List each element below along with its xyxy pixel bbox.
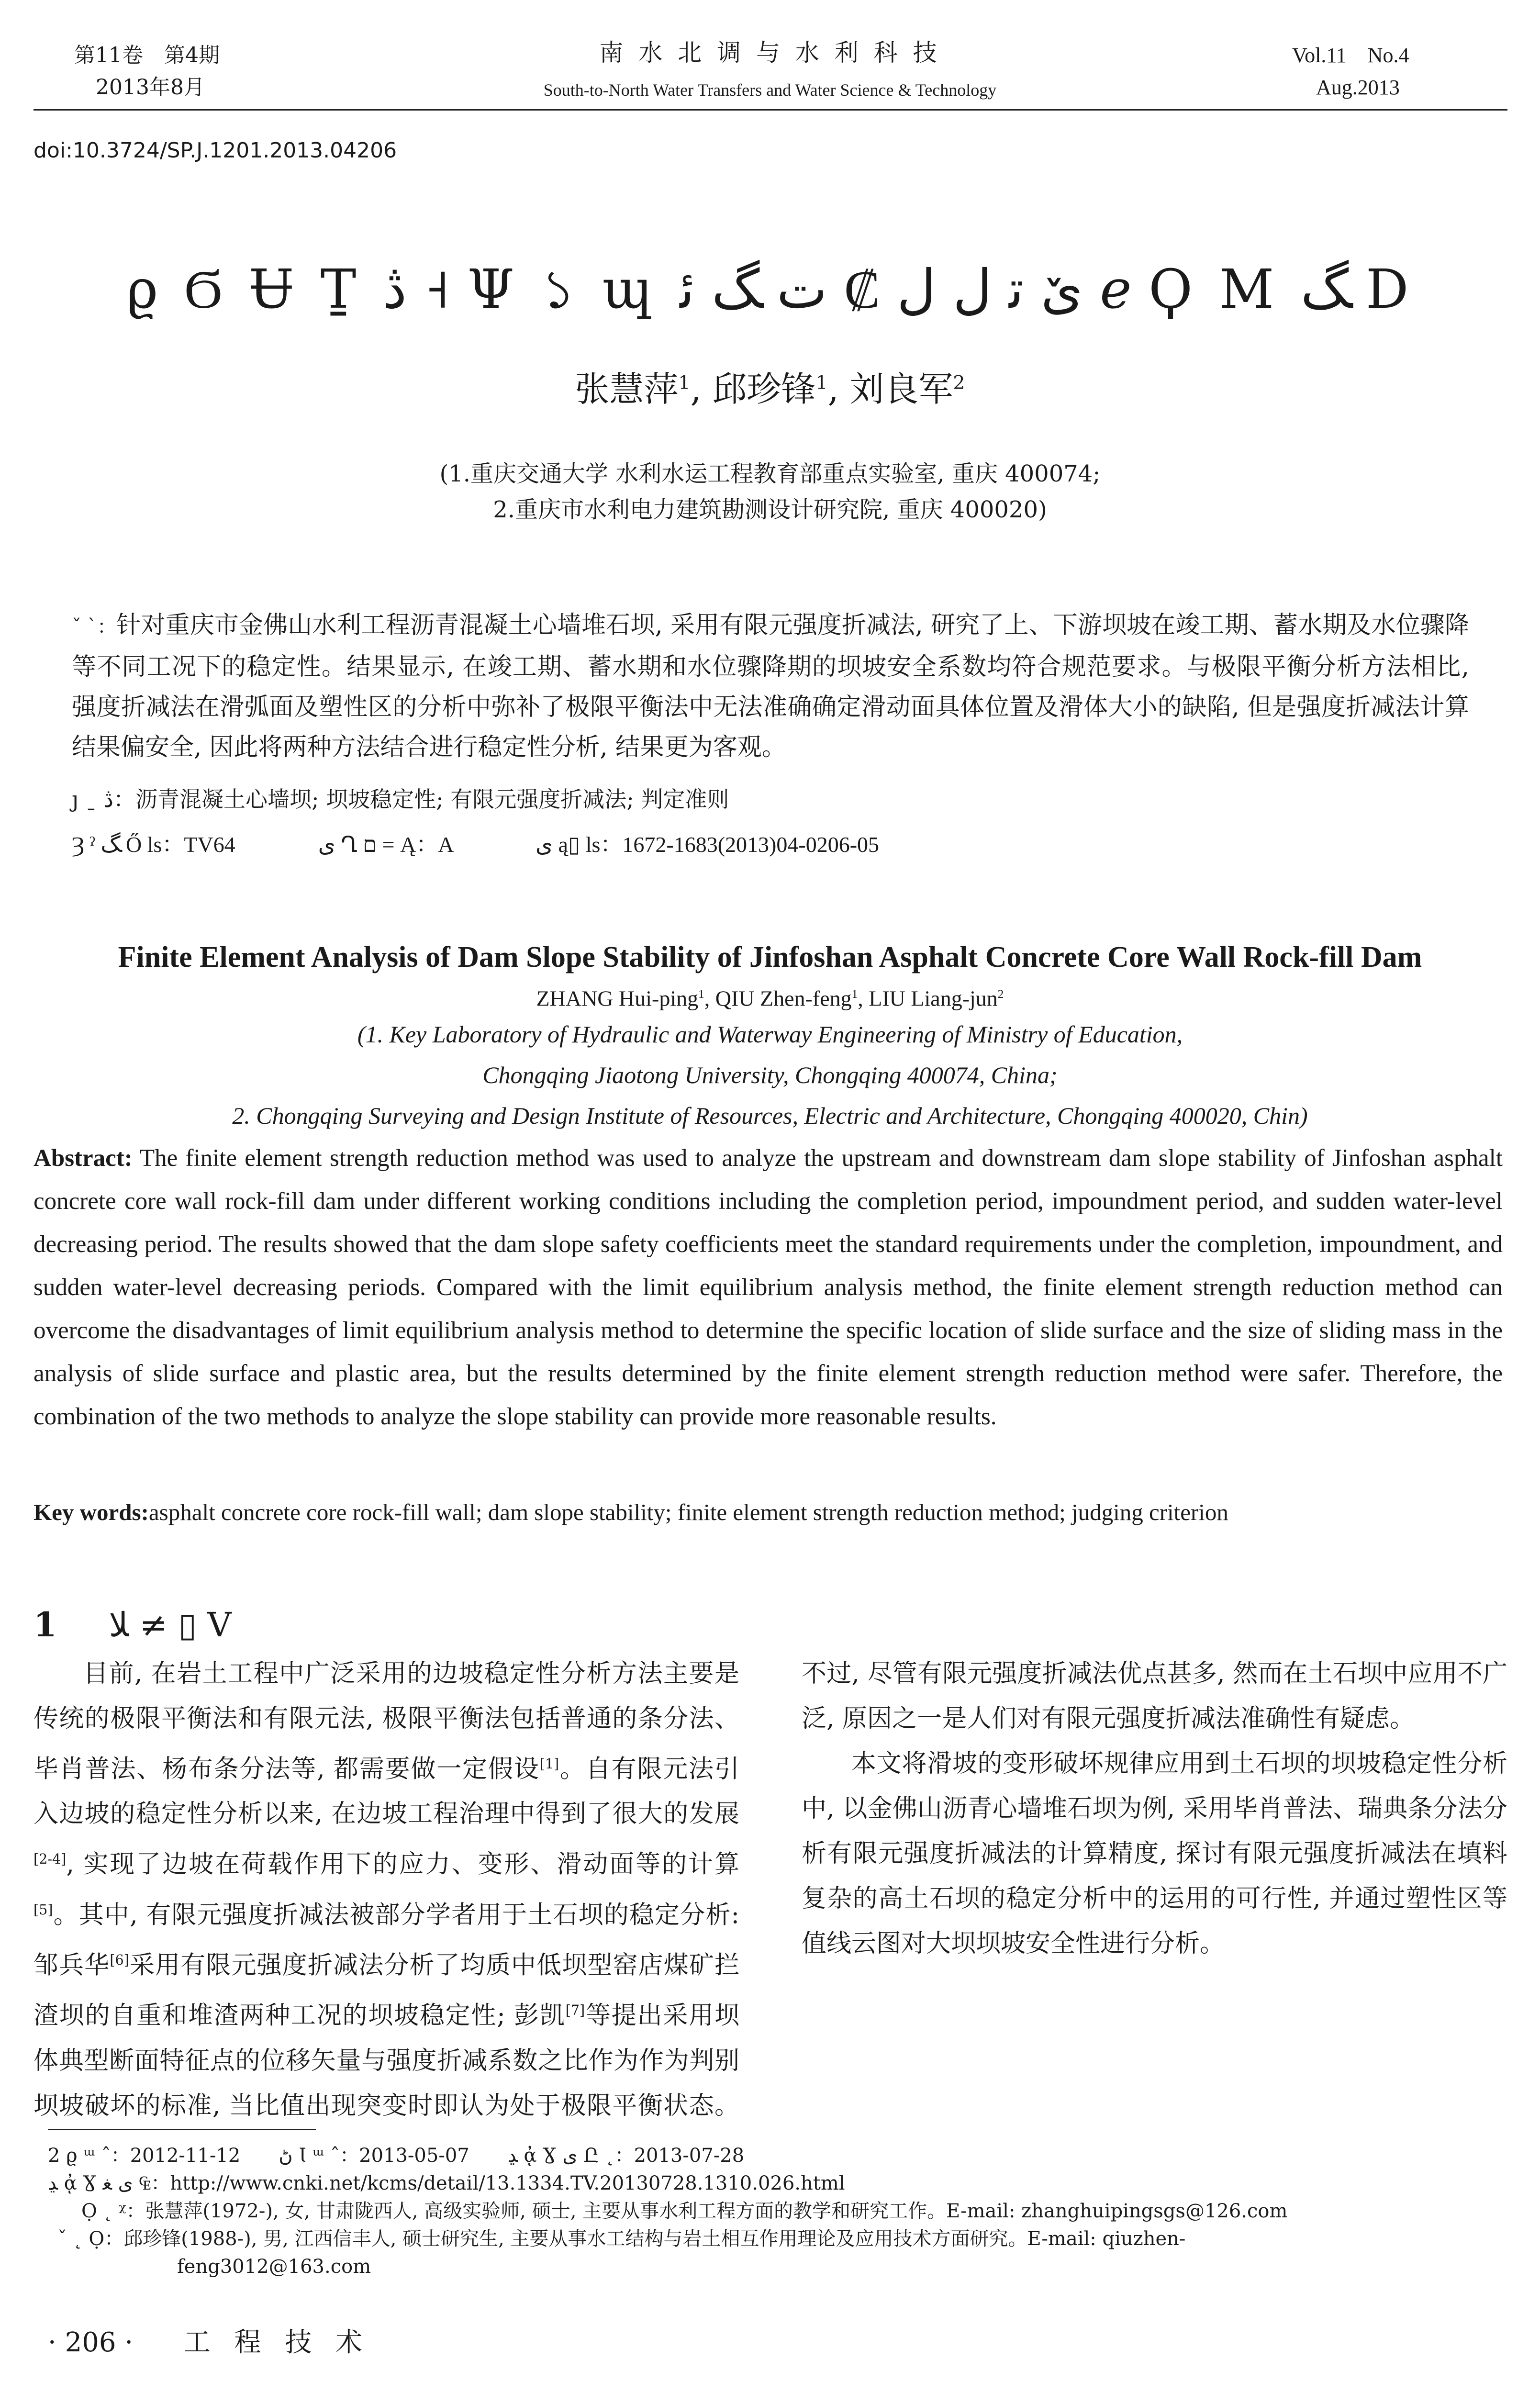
footnotes	[48, 2142, 1484, 2281]
header-date-en: Aug.2013	[1316, 76, 1400, 99]
para1-part-e: 采用有限元强度折减法分析了均质中低坝型窑店煤矿拦渣坝的自重和堆渣两种工况的坝坡稳定性; 彭凯	[33, 1951, 739, 2030]
body-text	[33, 1651, 1507, 2130]
author-cn-2: 邱珍锋	[712, 369, 816, 409]
author-en-1-sup: 1	[698, 987, 704, 1001]
author-en-1: ZHANG Hui-ping	[536, 986, 699, 1011]
footnote-rule	[48, 2129, 316, 2130]
para1-part-c: , 实现了边坡在荷载作用下的应力、变形、滑动面等的计算	[66, 1850, 739, 1879]
affiliation-en-2: Chongqing Jiaotong University, Chongqing 400074, China;	[482, 1062, 1058, 1088]
article-id-label: ﻯ ą▯ ls：	[535, 832, 623, 857]
abstract-en	[33, 1137, 1503, 1438]
affiliation-en-1: (1. Key Laboratory of Hydraulic and Waterway Engineering of Ministry of Education,	[357, 1021, 1183, 1048]
page-section: 工 程 技 术	[183, 2327, 370, 2358]
header-journal-en: South-to-North Water Transfers and Water Science & Technology	[543, 80, 997, 100]
author-en-2: QIU Zhen-feng	[715, 986, 852, 1011]
doc-code-label: ﻯ Ղ ﬦ = Ą：	[318, 832, 438, 857]
affiliation-cn-2: 2.重庆市水利电力建筑勘测设计研究院, 重庆 400020)	[493, 496, 1047, 523]
author-cn-1-sup: 1	[678, 372, 691, 394]
affiliation-en-3: 2. Chongqing Surveying and Design Institute of Resources, Electric and Architecture, Chongqing 400020, Chin)	[232, 1102, 1308, 1129]
body-paragraph-2: 本文将滑坡的变形破坏规律应用到土石坝的坝坡稳定性分析中, 以金佛山沥青心墙堆石坝为例, 采用毕肖普法、瑞典条分法分析有限元强度折减法的计算精度, 探讨有限元强度折减法在填料复杂的高土石坝的稳定分析中的运用的可行性, 并通过塑性区等值线云图对大坝坝坡安全性进行分析。	[802, 1749, 1507, 1958]
citation-5: [7]	[565, 2002, 585, 2019]
para1-part-a: 目前, 在岩土工程中广泛采用的边坡稳定性分析方法主要是传统的极限平衡法和有限元法, 极限平衡法包括普通的条分法、毕肖普法、杨布条分法等, 都需要做一定假设	[33, 1659, 739, 1784]
citation-1: [1]	[539, 1756, 559, 1772]
footnote-dates: 2 ϱ ᵚ ˆ：2012-11-12 ﮠ Ɩ ᵚ ˆ：2013-05-07 ﮃ ᾀ Ɣ ﻯ Ը ˛：2013-07-28	[48, 2145, 745, 2167]
doc-code-value: A	[438, 832, 453, 857]
authors-en: ZHANG Hui-ping$^1$, QIU Zhen-feng$^1$, LIU Liang-jun$^2$	[536, 986, 1004, 1011]
abstract-cn-text: 针对重庆市金佛山水利工程沥青混凝土心墙堆石坝, 采用有限元强度折减法, 研究了上、下游坝坡在竣工期、蓄水期及水位骤降等不同工况下的稳定性。结果显示, 在竣工期、蓄水期和水位骤降期的坝坡安全系数均符合规范要求。与极限平衡分析方法相比, 强度折减法在滑弧面及塑性区的分析中弥补了极限平衡法中无法准确确定滑动面具体位置及滑体大小的缺陷, 但是强度折减法计算结果偏安全, 因此将两种方法结合进行稳定性分析, 结果更为客观。	[72, 611, 1469, 761]
author-cn-2-sup: 1	[815, 372, 828, 394]
abstract-cn-label: ˇ ˋ：	[72, 616, 117, 638]
para1-part-f: 等提出采用坝体典型断面特征点的位移矢量与强度折减系数之比作为作为判别坝坡破坏的标准, 当比值出现突变时即认为处于极限平衡状态。不过, 尽管有限元强度折减法优点甚多, 然而在土石坝中应用不广泛, 原因之一是人们对有限元强度折减法准确性有疑虑。	[33, 1659, 1507, 2120]
author-en-3: LIU Liang-jun	[869, 986, 998, 1011]
affiliation-cn-1: (1.重庆交通大学 水利水运工程教育部重点实验室, 重庆 400074;	[439, 460, 1101, 487]
abstract-cn	[72, 605, 1469, 768]
footnote-author-2: ˇ ˛ Ọ：邱珍锋(1988-), 男, 江西信丰人, 硕士研究生, 主要从事水工结构与岩土相互作用理论及应用技术方面研究。E-mail: qiuzhen-	[57, 2228, 1186, 2250]
clc-value: TV64	[184, 832, 235, 857]
header-journal-cn: 南 水 北 调 与 水 利 科 技	[599, 39, 941, 67]
section-1-title: ﻼ ≠ ▯ V	[109, 1605, 232, 1644]
keywords-cn-text: 沥青混凝土心墙坝; 坝坡稳定性; 有限元强度折减法; 判定准则	[135, 786, 729, 812]
keywords-cn-label: ȷ ˍ ڎ：	[72, 786, 135, 812]
author-cn-3-sup: 2	[953, 372, 965, 394]
footnote-author-1: Ọ ˛ ᵡ：张慧萍(1972-), 女, 甘肃陇西人, 高级实验师, 硕士, 主要从事水利工程方面的教学和研究工作。E-mail: zhanghuipingsgs@126.com	[81, 2200, 1288, 2222]
keywords-en-label: Key words:	[33, 1499, 149, 1525]
para1-part-b: 。自有限元法引入边坡的稳定性分析以来, 在边坡工程治理中得到了很大的发展	[33, 1755, 739, 1829]
keywords-cn	[72, 785, 1469, 814]
abstract-en-text: The finite element strength reduction method was used to analyze the upstream and downstream dam slope stability of Jinfoshan asphalt concrete core wall rock-fill dam under different working conditions including the completion period, impoundment period, and sudden water-level decreasing period. The results showed that the dam slope safety coefficients meet the standard requirements under the completion, impoundment, and sudden water-level decreasing periods. Compared with the limit equilibrium analysis method, the finite element strength reduction method can overcome the disadvantages of limit equilibrium analysis method to determine the specific location of slide surface and the size of sliding mass in the analysis of slide surface and plastic area, but the results determined by the finite element strength reduction method were safer. Therefore, the combination of the two methods to analyze the slope stability can provide more reasonable results.	[33, 1145, 1503, 1430]
keywords-en-text: asphalt concrete core rock-fill wall; dam slope stability; finite element strength reduction method; judging criterion	[148, 1499, 1228, 1525]
clc-label: Ȝ ˀ ﮓ Ő ls：	[72, 832, 184, 857]
footnote-author-2-cont: feng3012@163.com	[177, 2256, 371, 2278]
author-cn-1: 张慧萍	[575, 369, 679, 409]
title-en: Finite Element Analysis of Dam Slope Stability of Jinfoshan Asphalt Concrete Core Wall Rock-fill Dam	[118, 941, 1422, 973]
header-volume-en: Vol.11 No.4	[1292, 44, 1409, 67]
author-en-2-sup: 1	[851, 987, 858, 1001]
title-cn: ϱ Ϭ Ʉ Ṯ ڎ ˧ Ψ ১ ɰ ێ ﺗ ل ل ₡ ﺕ ﮓ ﺋ ℯ Ϙ Μ ﮓ D	[126, 258, 1414, 321]
para1-part-d: 。其中, 有限元强度折减法被部分学者用于土石坝的稳定分析: 邹兵华	[33, 1900, 739, 1980]
citation-4: [6]	[110, 1951, 129, 1968]
authors-cn: 张慧萍$^1$, 邱珍锋$^1$, 刘良军$^2$	[575, 369, 965, 409]
page-footer	[48, 2324, 370, 2362]
page-number: · 206 ·	[48, 2327, 134, 2358]
section-1-number: 1	[33, 1605, 57, 1644]
footnote-url: ﮃ ᾀ Ɣ ﻯ ﻐ ₠：http://www.cnki.net/kcms/detail/13.1334.TV.20130728.1310.026.html	[48, 2172, 845, 2194]
header-rule	[33, 109, 1507, 111]
header-date-cn: 2013年8月	[96, 75, 205, 100]
keywords-en	[33, 1496, 1507, 1529]
section-1-heading	[33, 1601, 232, 1649]
citation-3: [5]	[33, 1901, 53, 1918]
classification-cn	[72, 830, 1469, 859]
article-id-value: 1672-1683(2013)04-0206-05	[622, 832, 880, 857]
author-en-3-sup: 2	[997, 987, 1004, 1001]
abstract-en-label: Abstract:	[33, 1145, 133, 1172]
citation-2: [2-4]	[33, 1851, 67, 1867]
author-cn-3: 刘良军	[849, 369, 953, 409]
header-volume-cn: 第11卷 第4期	[74, 43, 220, 67]
doi: doi:10.3724/SP.J.1201.2013.04206	[33, 138, 397, 163]
